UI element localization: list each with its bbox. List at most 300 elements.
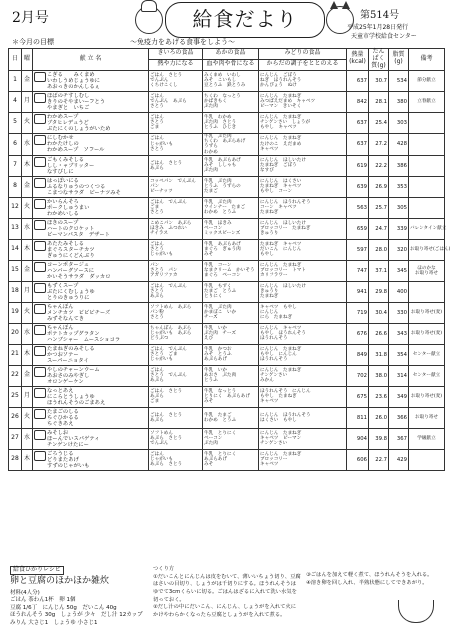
center-name: 天童市学校給食センター xyxy=(351,33,417,40)
dish-icon xyxy=(34,367,46,377)
header-note: 備考 xyxy=(409,49,445,71)
dish-name: たまねぎのみそしる xyxy=(47,345,95,352)
header-day: 日 xyxy=(9,49,22,71)
protein-cell: 31.8 xyxy=(369,344,389,365)
note-cell xyxy=(409,281,445,302)
protein-cell: 26.6 xyxy=(369,323,389,344)
day-cell: 25 xyxy=(9,386,22,407)
weekday-cell: 火 xyxy=(22,407,33,428)
recipe-steps-title: つくり方 xyxy=(153,566,175,572)
dish-name: すずのじゃがいも xyxy=(47,462,90,469)
newsletter-title: 給食だより xyxy=(165,2,325,38)
yellow-food-cell: こめこパン あぶら ほきみ ふつれい チイラス xyxy=(149,218,203,239)
dish-name: なっとあえ xyxy=(47,387,74,394)
weekday-cell: 水 xyxy=(22,323,33,344)
yellow-food-cell: ごはん さとう あぶら xyxy=(149,155,203,176)
note-cell xyxy=(409,112,445,133)
newsletter-header xyxy=(0,0,452,46)
fat-cell: 400 xyxy=(389,281,409,302)
protein-cell: 26.0 xyxy=(369,407,389,428)
dish-cell xyxy=(33,70,149,91)
note-cell xyxy=(409,449,445,470)
protein-cell: 39.8 xyxy=(369,428,389,449)
fat-cell: 305 xyxy=(389,197,409,218)
weekday-cell: 木 xyxy=(22,344,33,365)
dish-name: どりまたあげ xyxy=(47,456,79,463)
weekday-cell: 水 xyxy=(22,428,33,449)
chef-icon xyxy=(135,6,163,34)
header-menu: 献 立 名 xyxy=(33,49,149,71)
fat-cell: 349 xyxy=(389,386,409,407)
dish-name: オロンゲーケン xyxy=(47,378,84,385)
dish-icon xyxy=(34,430,46,440)
dish-cell xyxy=(33,133,149,155)
red-food-cell: 牛乳 もずく たまご とうふ とりにく xyxy=(203,281,259,302)
dish-name: ごろうじる xyxy=(47,450,74,457)
dish-icon xyxy=(34,409,46,419)
red-food-cell: 牛乳 たまご わかめ とうふ xyxy=(203,407,259,428)
dish-name: かつおソテー xyxy=(47,351,79,358)
recipe-intro xyxy=(8,566,148,636)
green-food-cell: にんじん たまねぎ ブロッコリー トマト カリフラワー xyxy=(259,260,347,281)
dish-name: ピーマンパスタ デザート xyxy=(47,231,110,238)
dish-name: ポテトカップグラタン xyxy=(47,330,100,337)
day-cell: 18 xyxy=(9,281,22,302)
fat-cell: 343 xyxy=(389,323,409,344)
dish-icon xyxy=(34,283,46,293)
fat-cell: 380 xyxy=(389,91,409,112)
weekday-cell: 月 xyxy=(22,281,33,302)
energy-cell: 637 xyxy=(347,112,369,133)
dish-icon xyxy=(34,93,46,103)
note-cell: 節分献立 xyxy=(409,70,445,91)
menu-row xyxy=(9,323,445,344)
dish-name: スーパーニョタイ xyxy=(47,357,89,364)
note-cell: お取り寄せ(ごはん) xyxy=(409,239,445,260)
weekday-cell: 金 xyxy=(22,70,33,91)
note-cell: お取り寄せ(麦) xyxy=(409,323,445,344)
protein-cell: 27.2 xyxy=(369,133,389,155)
menu-row xyxy=(9,91,445,112)
note-cell xyxy=(409,197,445,218)
red-food-cell: 牛乳 ほきみ ベーコン ミックスビーンズ xyxy=(203,218,259,239)
yellow-food-cell: ごはん さとう でんぷん あぶら xyxy=(149,365,203,386)
dish-cell xyxy=(33,281,149,302)
dish-name: こぎる みくまめ xyxy=(47,71,95,78)
day-cell: 21 xyxy=(9,344,22,365)
protein-cell: 29.8 xyxy=(369,281,389,302)
dish-name: はっぽいにる xyxy=(47,177,79,184)
green-food-cell: にんじん たまねぎ ブロッコリー キャベツ xyxy=(259,449,347,470)
green-food-cell: にんじん ほうれんそう コーン キャベツ たまねぎ xyxy=(259,197,347,218)
day-cell: 8 xyxy=(9,176,22,197)
protein-cell: 22.7 xyxy=(369,449,389,470)
protein-cell: 37.1 xyxy=(369,260,389,281)
dish-cell xyxy=(33,218,149,239)
day-cell: 4 xyxy=(9,91,22,112)
day-cell: 15 xyxy=(9,260,22,281)
menu-row xyxy=(9,155,445,176)
dish-name: あたたみそしる xyxy=(47,240,85,247)
weekday-cell: 火 xyxy=(22,197,33,218)
fat-cell: 386 xyxy=(389,155,409,176)
green-food-cell: にんじん たまねぎ チンゲンさい しょうが もやし キャベツ xyxy=(259,112,347,133)
dish-name: わかめスープ xyxy=(47,113,79,120)
energy-cell: 849 xyxy=(347,344,369,365)
header-fat: 脂質(g) xyxy=(389,49,409,71)
menu-row xyxy=(9,218,445,239)
green-food-cell: ほうれんそう にんじん もやし たまねぎ キャベツ xyxy=(259,386,347,407)
green-food-cell: にんじん ごぼう ねぎ ほうれんそう かんぴょう ぬけ xyxy=(259,70,347,91)
dish-name: みそしお xyxy=(47,429,69,436)
fat-cell: 353 xyxy=(389,176,409,197)
dish-cell xyxy=(33,155,149,176)
red-food-cell: 牛乳 コーン なまクリーム かいそう まぐろ ベーコン xyxy=(203,260,259,281)
menu-row xyxy=(9,281,445,302)
fat-cell: 330 xyxy=(389,302,409,323)
recipe-section xyxy=(8,566,444,636)
dish-cell xyxy=(33,407,149,428)
fat-cell: 303 xyxy=(389,112,409,133)
red-food-cell: みくまめ いわし みそ こいもし 豆とうふ 鉄とうみ xyxy=(203,70,259,91)
dish-icon xyxy=(34,157,46,167)
dish-name: ほうれんそうのごまあえ xyxy=(47,399,106,406)
protein-cell: 23.6 xyxy=(369,386,389,407)
header-yellow-sub: 熱や力になる xyxy=(149,59,203,70)
header-red-group: あかの食品 xyxy=(203,49,259,60)
green-food-cell: キャベツ もやし にんじん にら たまねぎ xyxy=(259,302,347,323)
menu-row xyxy=(9,133,445,155)
red-food-cell: ちくわ なっとう かばきもく ぶた肉 xyxy=(203,91,259,112)
dish-name: ちぐきあえ xyxy=(47,420,74,427)
dish-name: ほーんでいスパゲティ xyxy=(47,435,100,442)
day-cell: 1 xyxy=(9,70,22,91)
header-protein: たんぱく質(g) xyxy=(369,49,389,71)
energy-cell: 563 xyxy=(347,197,369,218)
green-food-cell: にんじん ほしいたけ ブロッコリー たまねぎ きゅうり xyxy=(259,218,347,239)
energy-cell: 639 xyxy=(347,176,369,197)
fat-cell: 314 xyxy=(389,365,409,386)
protein-cell: 25.4 xyxy=(369,112,389,133)
dish-name: ぶたにくむしょうゆ xyxy=(47,288,95,295)
red-food-cell: 牛乳 ぶた肉 ウインナー たまご わかめ とうふ xyxy=(203,197,259,218)
fat-cell: 429 xyxy=(389,449,409,470)
green-food-cell: にんじん はくさい たまねぎ キャベツ もやし コーン xyxy=(259,176,347,197)
dish-name: ブタヒレデュうど xyxy=(47,119,89,126)
note-cell xyxy=(409,176,445,197)
energy-cell: 659 xyxy=(347,218,369,239)
header-red-sub: 血や肉や骨になる xyxy=(203,59,259,70)
fat-cell: 534 xyxy=(389,70,409,91)
dish-icon xyxy=(34,325,46,335)
dish-name: ちゃんぽん xyxy=(47,324,74,331)
dish-name: ぎゅうにくどんぶり xyxy=(47,252,95,259)
dish-name: にこらとうしょうゆ xyxy=(47,393,95,400)
red-food-cell: 牛乳 あぶらあげ みそ ししゃも ぶた肉 xyxy=(203,155,259,176)
green-food-cell: にんじん ほうれんそう はくさい もやし xyxy=(259,407,347,428)
protein-cell: 24.7 xyxy=(369,218,389,239)
dish-name: わかめスープ ソフール xyxy=(47,147,105,154)
menu-row xyxy=(9,428,445,449)
yellow-food-cell: ごはん じゃがいも さとう xyxy=(149,133,203,155)
dish-icon xyxy=(34,114,46,124)
day-cell: 28 xyxy=(9,449,22,470)
weekday-cell: 金 xyxy=(22,176,33,197)
menu-row xyxy=(9,449,445,470)
energy-cell: 675 xyxy=(347,386,369,407)
yellow-food-cell: ごはん さとう あぶら ごま xyxy=(149,386,203,407)
red-food-cell: 牛乳 ぶた肉 かまぼこ いか チーズ xyxy=(203,302,259,323)
note-cell: ほのかな お取り寄せ xyxy=(409,260,445,281)
issue-date: 平成25年1月28日発行 xyxy=(347,24,409,31)
energy-cell: 842 xyxy=(347,91,369,112)
dish-name: チンゲンけたにー xyxy=(47,441,89,448)
energy-cell: 606 xyxy=(347,449,369,470)
dish-icon xyxy=(34,220,46,230)
dish-cell xyxy=(33,112,149,133)
weekday-cell: 月 xyxy=(22,386,33,407)
day-cell: 12 xyxy=(9,197,22,218)
dish-icon xyxy=(34,262,46,272)
dish-icon xyxy=(34,241,46,251)
fat-cell: 366 xyxy=(389,407,409,428)
red-food-cell: 牛乳 とりにく ベーコン ぶた肉 xyxy=(203,428,259,449)
red-food-cell: 牛乳 いか あおさ ぶた肉 とうふ xyxy=(203,365,259,386)
dish-name: やしのチャーンウーム xyxy=(47,366,100,373)
menu-row xyxy=(9,239,445,260)
dish-cell xyxy=(33,91,149,112)
dish-name: わかたけしの xyxy=(47,141,79,148)
protein-cell: 25.7 xyxy=(369,197,389,218)
dish-icon xyxy=(34,178,46,188)
red-food-cell: 牛乳 とりにく あぶらあげ みそ xyxy=(203,449,259,470)
note-cell: センター献立 xyxy=(409,365,445,386)
menu-row xyxy=(9,344,445,365)
day-cell: 27 xyxy=(9,428,22,449)
dish-name: まぐろスターチカツ xyxy=(47,246,95,253)
dish-name: ちぐひかるる xyxy=(47,414,79,421)
day-cell: 14 xyxy=(9,239,22,260)
dish-name: わかめいしる xyxy=(47,210,79,217)
dish-icon xyxy=(34,451,46,461)
yellow-food-cell: ソフトめん あぶら さとう でんぷん xyxy=(149,428,203,449)
recipe-title: 卵と豆腐のほかほか雑炊 xyxy=(10,576,110,586)
green-food-cell: にんじん ほしいたけ きゅうり たまねぎ xyxy=(259,281,347,302)
dish-name: ハートのクロケット xyxy=(47,225,95,232)
dish-icon xyxy=(34,72,46,82)
fat-cell: 354 xyxy=(389,344,409,365)
yellow-food-cell: パン さとう パン アガリファカ xyxy=(149,260,203,281)
energy-cell: 637 xyxy=(347,133,369,155)
weekday-cell: 月 xyxy=(22,91,33,112)
recipe-steps-3-4: ③ごはんを加えて軽く煮て、ほうれんそうを入れる。 ④溶き卵を回し入れ、半熟状態にしてできあがり。 xyxy=(306,572,433,586)
protein-cell: 30.7 xyxy=(369,70,389,91)
dish-cell xyxy=(33,344,149,365)
dish-name: ハンブシャー ムースショコラ xyxy=(47,336,121,343)
note-cell: お取り寄せ(麦) xyxy=(409,302,445,323)
yellow-food-cell: ごはん でんぷん あぶら さとう xyxy=(149,91,203,112)
day-cell: 26 xyxy=(9,407,22,428)
red-food-cell: 牛乳 いか ぶた肉 チーズ えび xyxy=(203,323,259,344)
energy-cell: 597 xyxy=(347,239,369,260)
menu-table-body xyxy=(9,70,451,470)
fat-cell: 345 xyxy=(389,260,409,281)
menu-row xyxy=(9,112,445,133)
dish-name: なすびしに xyxy=(47,168,74,175)
header-green-sub: からだの調子をととのえる xyxy=(259,59,347,70)
energy-cell: 719 xyxy=(347,302,369,323)
dish-name: にしむかせ xyxy=(47,135,74,142)
day-cell: 13 xyxy=(9,218,22,239)
menu-row xyxy=(9,302,445,323)
dish-name: もずくスープ xyxy=(47,282,79,289)
protein-cell: 22.2 xyxy=(369,155,389,176)
green-food-cell: にんじん たまねぎ もやし にんじん ほうれんそう xyxy=(259,344,347,365)
yellow-food-cell: ごはん でんぷん さとう ごま じゃがいも xyxy=(149,344,203,365)
dish-cell xyxy=(33,428,149,449)
weekday-cell: 木 xyxy=(22,155,33,176)
protein-cell: 30.4 xyxy=(369,302,389,323)
dish-name: ぶたにくのしょうがいため xyxy=(47,125,111,132)
energy-cell: 941 xyxy=(347,281,369,302)
energy-cell: 904 xyxy=(347,428,369,449)
menu-row xyxy=(9,70,445,91)
note-cell: バレンタイン献立 xyxy=(409,218,445,239)
dish-name: ごもくみそしる xyxy=(47,156,85,163)
recipe-steps-1-2: ①だいこんとにんじんは皮をむいて、薄いいちょう切り、豆腐はさいの目切り、しょうがは千切りにする。ほうれんそうはゆでて3cmくらいに切る。ごはんはざるに入れて洗い水気を切っておく。 ②だし汁の中にだいこん、にんじん、しょうがを入れて火にかけやわらかくなったら豆腐としょうがを入れて煮る。 xyxy=(153,573,301,619)
protein-cell: 38.0 xyxy=(369,365,389,386)
weekday-cell: 木 xyxy=(22,239,33,260)
energy-cell: 811 xyxy=(347,407,369,428)
protein-cell: 26.9 xyxy=(369,176,389,197)
protein-cell: 28.0 xyxy=(369,239,389,260)
dish-name: かいそうサラダ ダッカロ xyxy=(47,273,111,280)
yellow-food-cell: ごはん でんぷん ごま さとう xyxy=(149,197,203,218)
dish-name: とりのきゅうりに xyxy=(47,294,90,301)
dish-icon xyxy=(34,135,46,145)
header-green-group: みどりの食品 xyxy=(259,49,347,60)
note-cell: 立春献立 xyxy=(409,91,445,112)
note-cell: お取り寄せ(麦) xyxy=(409,386,445,407)
dish-name: たまごのしる xyxy=(47,408,79,415)
energy-cell: 747 xyxy=(347,260,369,281)
green-food-cell: にんじん たまねぎ チンゲンさい みかん xyxy=(259,365,347,386)
weekday-cell: 金 xyxy=(22,365,33,386)
dish-name: かいらんそろ xyxy=(47,198,79,205)
header-yellow-group: きいろの食品 xyxy=(149,49,203,60)
yellow-food-cell: ソフトめん あぶら パン粉 さとう xyxy=(149,302,203,323)
yellow-food-cell: ごはん さとう ごま xyxy=(149,112,203,133)
protein-cell: 28.1 xyxy=(369,91,389,112)
note-cell xyxy=(409,155,445,176)
yellow-food-cell: ごはん さとう じゃがいも xyxy=(149,239,203,260)
dish-name: ハンバーグソースに xyxy=(47,267,95,274)
dish-name: ちゃんぽん xyxy=(47,303,74,310)
red-food-cell: 牛乳 あぶらあげ まぐろ ぎゅう肉 みそ xyxy=(203,239,259,260)
note-cell: お取り寄せ xyxy=(409,407,445,428)
yellow-food-cell: ごはん でんぷん さとう あぶら xyxy=(149,281,203,302)
yellow-food-cell: コッペパン でんぷん パン ピーナッツ xyxy=(149,176,203,197)
weekday-cell: 火 xyxy=(22,302,33,323)
energy-cell: 637 xyxy=(347,70,369,91)
issue-number: 第514号 xyxy=(360,10,400,21)
dish-name: あおさのみやぎし xyxy=(47,372,90,379)
day-cell: 5 xyxy=(9,112,22,133)
header-dow: 曜 xyxy=(22,49,33,71)
dish-name: やまぎと いちご xyxy=(47,104,90,111)
green-food-cell: にんじん キャベツ もやし ほうれんそう ほうれんそう xyxy=(259,323,347,344)
dish-icon xyxy=(34,388,46,398)
dish-cell xyxy=(33,365,149,386)
red-food-cell: 牛乳 ぶた肉 とうふ うずらの たまご xyxy=(203,176,259,197)
dish-name: みずそなんてき xyxy=(47,315,85,322)
weekday-cell: 火 xyxy=(22,112,33,133)
note-cell: センター献立 xyxy=(409,344,445,365)
dish-name: コーンポタージュ xyxy=(47,261,90,268)
dish-cell xyxy=(33,323,149,344)
fat-cell: 320 xyxy=(389,239,409,260)
dish-cell xyxy=(33,239,149,260)
dish-cell xyxy=(33,302,149,323)
fat-cell: 367 xyxy=(389,428,409,449)
yellow-food-cell: ごはん じゃがいも あぶら さとう xyxy=(149,449,203,470)
monthly-goal-text: ～免疫力をあげる食事をしよう～ xyxy=(130,38,235,46)
dish-cell xyxy=(33,197,149,218)
menu-row xyxy=(9,386,445,407)
weekday-cell: 金 xyxy=(22,260,33,281)
dish-icon xyxy=(34,199,46,209)
weekday-cell: 木 xyxy=(22,449,33,470)
dish-name: ふるなりゅうのつくつる xyxy=(47,183,106,190)
menu-row xyxy=(9,176,445,197)
dish-name: ほばのチすしむし xyxy=(47,92,90,99)
dish-cell xyxy=(33,176,149,197)
green-food-cell: たまねぎ キャベツ だいこん にんじん もやし xyxy=(259,239,347,260)
recipe-badge: 給食ひかりレシピ xyxy=(10,566,64,575)
menu-table xyxy=(8,48,451,471)
dish-cell xyxy=(33,260,149,281)
energy-cell: 702 xyxy=(347,365,369,386)
dish-icon xyxy=(34,304,46,314)
menu-row xyxy=(9,197,445,218)
red-food-cell: 牛乳 かつお みそ とうふ あぶらあげ xyxy=(203,344,259,365)
note-cell xyxy=(409,133,445,155)
dish-icon xyxy=(34,346,46,356)
green-food-cell: にんじん たまねぎ みつばえだまめ キャベツ ピーマン きいそく xyxy=(259,91,347,112)
day-cell: 19 xyxy=(9,302,22,323)
red-food-cell: 牛乳 ぶた肉 ちくわ あぶらあげ うずら わかめ xyxy=(203,133,259,155)
day-cell: 6 xyxy=(9,133,22,155)
monthly-goal-label: ＊今月の目標 xyxy=(12,38,54,46)
green-food-cell: にんじん たまねぎ キャベツ ピーマン チンゲンさい xyxy=(259,428,347,449)
red-food-cell: 牛乳 わかめ ぶた肉 さとう とうふ ひじき xyxy=(203,112,259,133)
fat-cell: 339 xyxy=(389,218,409,239)
day-cell: 20 xyxy=(9,323,22,344)
dish-name: あおっきのかんしるぇ xyxy=(47,83,100,90)
green-food-cell: にんじん たまねぎ たけのこ えだまめ キャベツ xyxy=(259,133,347,155)
menu-row xyxy=(9,260,445,281)
day-cell: 22 xyxy=(9,365,22,386)
recipe-ingredients: 材料(4人分) ごはん 茶わん1杯 卵 1個 豆腐 1/6丁 にんじん 50g だいこん 40g ほうれんそう 30g しょうが 少々 だし汁 12カップ みりん 大さじ1 しょうゆ 小さじ1 xyxy=(10,590,143,626)
weekday-cell: 水 xyxy=(22,133,33,155)
dish-name: こまつなサラダ ピーナツみそ xyxy=(47,189,121,196)
day-cell: 7 xyxy=(9,155,22,176)
note-cell: 学級献立 xyxy=(409,428,445,449)
green-food-cell: にんじん ほしいたけ たまねぎ ごぼう なすび xyxy=(259,155,347,176)
menu-row xyxy=(9,365,445,386)
dish-name: メンチカツ ピピピチーズ xyxy=(47,309,111,316)
menu-row xyxy=(9,407,445,428)
